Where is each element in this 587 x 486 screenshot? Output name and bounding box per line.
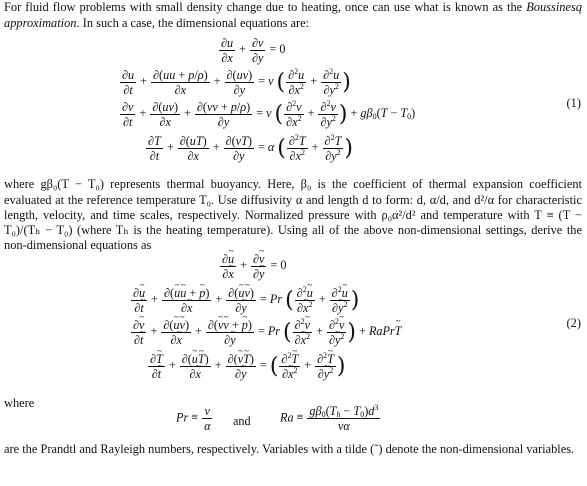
equation-block-1 (0, 36, 587, 168)
and-word: and (233, 414, 251, 428)
prandtl-definition: Pr ≡ $\frac{\nu}{\alpha}$ (176, 404, 211, 433)
equation-number-1: (1) (566, 96, 581, 110)
eq2-x-momentum: $\frac{\partial u \sim}{\partial t}$ ~ + $\frac{\partial(u \sim u \sim + p \sim)}{\partial x}$ ~ + $\frac{\partial(u \sim v \sim)}{\partial y}$ ~ = Pr ( $\frac{\partial^2u \sim}{\partial x \sim^2}$ + $\frac{\partial^2u \sim}{\partial y \sim^2}$ ) (130, 286, 359, 315)
where-label: where (4, 396, 35, 411)
middle-paragraph: where gβ₀(T − T₀) represents thermal buoyancy. Here, β₀ is the coefficient of thermal expansion coefficient evaluated at the reference temperature T₀. Use diffusivity α and length d to form: d, α/d, and d²/α for characteristic length, velocity, and time scales, respectively. Normalized pressure with ρ₀α²/d² and temperature with T ≡ (T − T₀)/(Tₕ − T₀) (where Tₕ is the heating temperature). Using all of the above non-dimensional settings, derive the non-dimensional equations as (4, 177, 582, 253)
equation-block-2 (0, 252, 587, 384)
rayleigh-definition: Ra ≡ $\frac{g\beta_0(T_h - T_0)d^3}{\nu\alpha}$ (280, 403, 379, 433)
eq2-y-momentum: $\frac{\partial v \sim}{\partial t}$ ~ + $\frac{\partial(u \sim v \sim)}{\partial x}$ ~ + $\frac{\partial(v \sim v \sim + p \sim)}{\partial y}$ ~ = Pr ( $\frac{\partial^2v \sim}{\partial x \sim^2}$ + $\frac{\partial^2v \sim}{\partial y \sim^2}$ ) + RaPrT ~ (130, 318, 404, 347)
intro-text-a: For fluid flow problems with small density change due to heating, once can use what is known as the (4, 0, 527, 15)
intro-text-b: . In such a case, the dimensional equations are: (76, 15, 310, 30)
closing-paragraph: are the Prandtl and Rayleigh numbers, respectively. Variables with a tilde (˜) denote the non-dimensional variables. (4, 442, 575, 457)
eq1-continuity: $\frac{\partial u}{\partial x}$ + $\frac{\partial v}{\partial y}$ = 0 (221, 36, 286, 65)
equation-number-2: (2) (566, 316, 581, 330)
intro-paragraph (4, 0, 582, 30)
eq2-energy: $\frac{\partial T \sim}{\partial t}$ ~ + $\frac{\partial(u \sim T \sim)}{\partial x}$ ~ + $\frac{\partial(v \sim T \sim)}{\partial y}$ ~ = ( $\frac{\partial^2T \sim}{\partial x \sim^2}$ + $\frac{\partial^2T \sim}{\partial y \sim^2}$ ) (147, 352, 346, 381)
intro-term: Boussinesq approximation (4, 0, 582, 30)
definitions-line (0, 404, 587, 440)
eq2-continuity: $\frac{\partial u \sim}{\partial x}$ ~ + $\frac{\partial v \sim}{\partial y}$ ~ = 0 (219, 252, 289, 281)
eq1-y-momentum: $\frac{\partial v}{\partial t}$ + $\frac{\partial(uv)}{\partial x}$ + $\frac{\partial(vv + p/\rho)}{\partial y}$ = ν ( $\frac{\partial^2v}{\partial x^2}$ + $\frac{\partial^2v}{\partial y^2}$ ) + $g\beta_0(T - T_0)$ (122, 99, 416, 129)
eq1-x-momentum: $\frac{\partial u}{\partial t}$ + $\frac{\partial(uu + p/\rho)}{\partial x}$ + $\frac{\partial(uv)}{\partial y}$ = ν ( $\frac{\partial^2u}{\partial x^2}$ + $\frac{\partial^2u}{\partial y^2}$ ) (122, 67, 351, 97)
eq1-energy: $\frac{\partial T}{\partial t}$ + $\frac{\partial(uT)}{\partial x}$ + $\frac{\partial(vT)}{\partial y}$ = α ( $\frac{\partial^2T}{\partial x^2}$ + $\frac{\partial^2T}{\partial y^2}$ ) (148, 133, 353, 163)
